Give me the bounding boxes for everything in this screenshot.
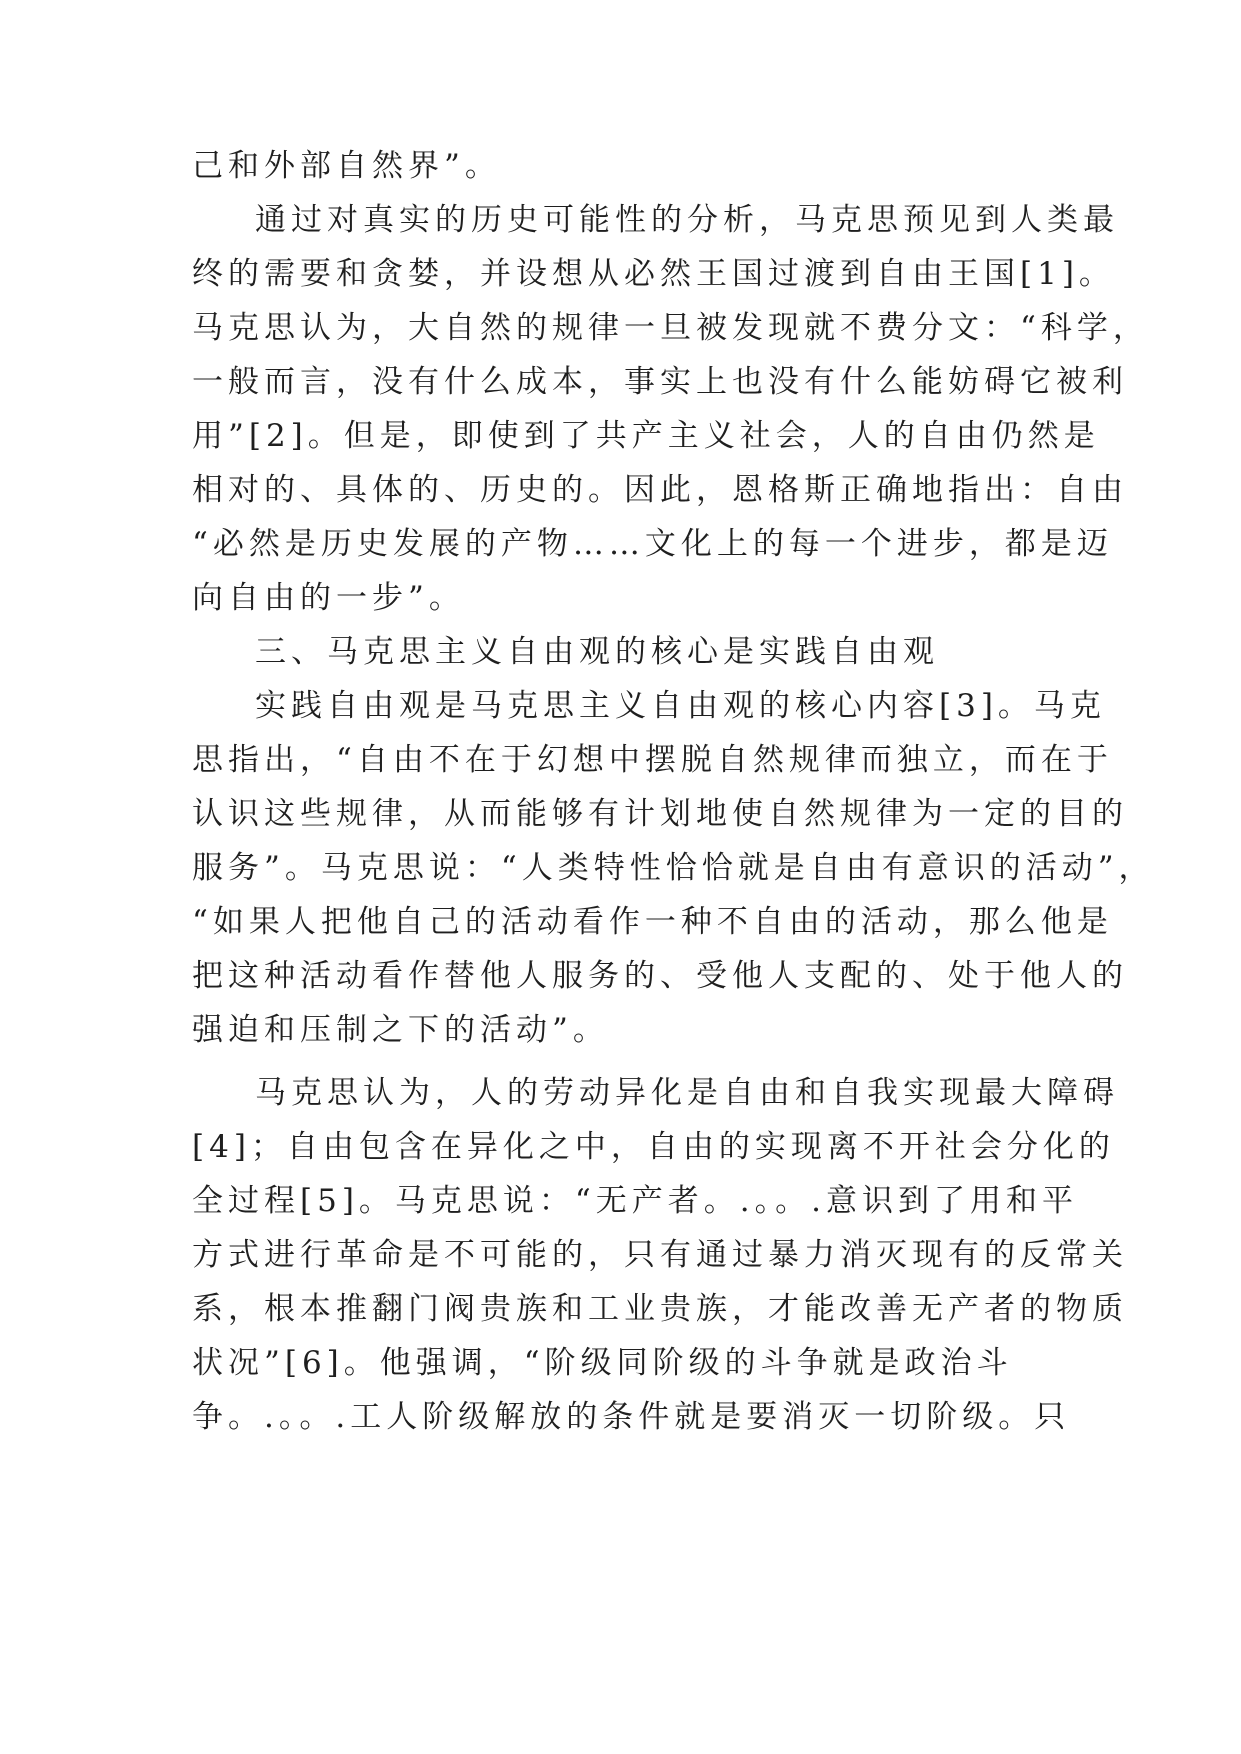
text-line: 把这种活动看作替他人服务的、受他人支配的、处于他人的 xyxy=(192,958,1128,994)
text-line: 争。.。。.工人阶级解放的条件就是要消灭一切阶级。只 xyxy=(192,1399,1071,1435)
text-line: 己和外部自然界”。 xyxy=(192,148,501,184)
text-line: 认识这些规律，从而能够有计划地使自然规律为一定的目的 xyxy=(192,796,1128,832)
text-line: 服务”。马克思说：“人类特性恰恰就是自由有意识的活动”， xyxy=(192,850,1155,886)
text-line: 马克思认为，大自然的规律一旦被发现就不费分文：“科学， xyxy=(192,310,1149,346)
text-line: 系，根本推翻门阀贵族和工业贵族，才能改善无产者的物质 xyxy=(192,1291,1128,1327)
text-line: 用”[2]。但是，即使到了共产主义社会，人的自由仍然是 xyxy=(192,418,1100,454)
paragraph-first-line: 实践自由观是马克思主义自由观的核心内容[3]。马克 xyxy=(255,688,1106,724)
text-line: 一般而言，没有什么成本，事实上也没有什么能妨碍它被利 xyxy=(192,364,1128,400)
text-line: 向自由的一步”。 xyxy=(192,580,465,616)
text-line: 全过程[5]。马克思说：“无产者。.。。.意识到了用和平 xyxy=(192,1183,1078,1219)
text-line: 相对的、具体的、历史的。因此，恩格斯正确地指出：自由 xyxy=(192,472,1128,508)
section-heading: 三、马克思主义自由观的核心是实践自由观 xyxy=(255,634,939,670)
text-line: [4]；自由包含在异化之中，自由的实现离不开社会分化的 xyxy=(192,1129,1115,1165)
text-line: 方式进行革命是不可能的，只有通过暴力消灭现有的反常关 xyxy=(192,1237,1128,1273)
text-line: 思指出，“自由不在于幻想中摆脱自然规律而独立，而在于 xyxy=(192,742,1113,778)
text-line: “必然是历史发展的产物……文化上的每一个进步，都是迈 xyxy=(192,526,1113,562)
text-line: 终的需要和贪婪，并设想从必然王国过渡到自由王国[1]。 xyxy=(192,256,1115,292)
paragraph-first-line: 马克思认为，人的劳动异化是自由和自我实现最大障碍 xyxy=(255,1075,1119,1111)
text-line: “如果人把他自己的活动看作一种不自由的活动，那么他是 xyxy=(192,904,1113,940)
paragraph-first-line: 通过对真实的历史可能性的分析，马克思预见到人类最 xyxy=(255,202,1119,238)
text-line: 强迫和压制之下的活动”。 xyxy=(192,1012,609,1048)
text-line: 状况”[6]。他强调，“阶级同阶级的斗争就是政治斗 xyxy=(192,1345,1013,1381)
